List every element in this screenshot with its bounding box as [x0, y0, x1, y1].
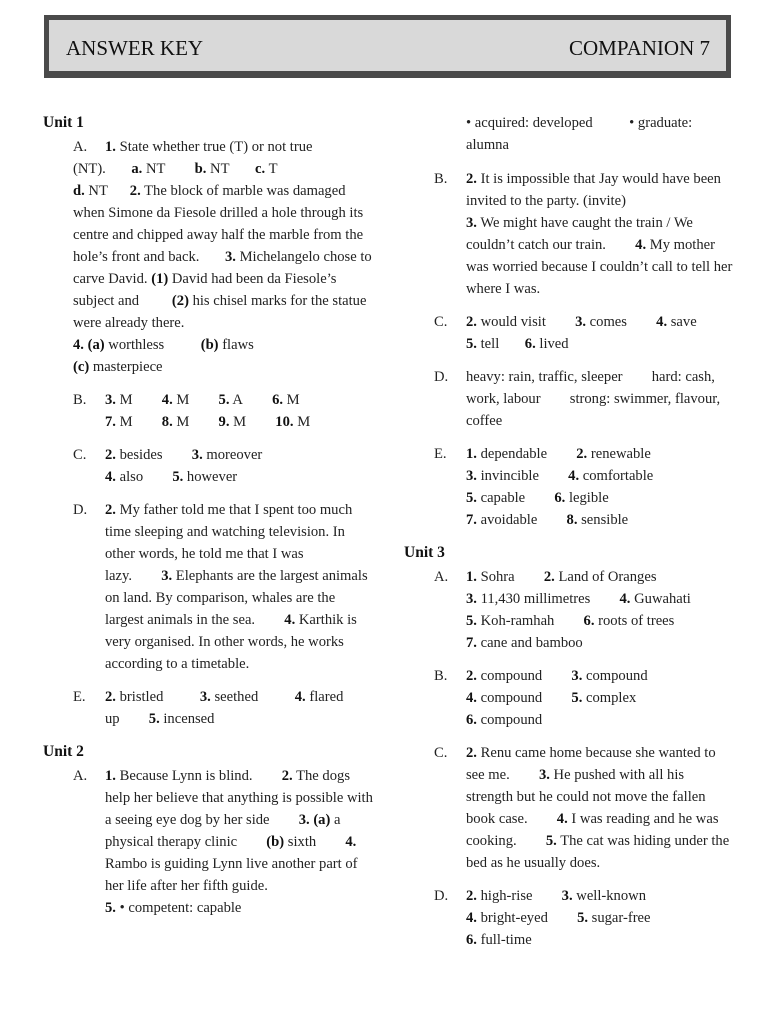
section-body: 2. high-rise 3. well-known 4. bright-eyed 5. sugar-free 6. full-time [466, 888, 651, 948]
unit-2-section-e [404, 443, 734, 531]
section-letter: A. [434, 569, 449, 585]
unit-1-title: Unit 1 [43, 114, 84, 131]
section-body: 1. Because Lynn is blind. 2. The dogs help her believe that anything is possible with a seeing eye dog by her side 3. (a) a physical therapy clinic (b) sixth 4. Rambo is guiding Lynn live another part of her life after her fifth guide. 5. • competent: capable [105, 768, 373, 916]
unit-2-section-d [404, 366, 734, 432]
header-title-left: ANSWER KEY [66, 36, 204, 60]
section-body: heavy: rain, traffic, sleeper hard: cash, work, labour strong: swimmer, flavour, coffee [466, 369, 721, 429]
header-banner [44, 15, 731, 78]
unit-2-section-a-continued [404, 112, 734, 156]
section-letter: B. [73, 392, 87, 408]
header-title-right: COMPANION 7 [568, 36, 710, 60]
unit-1-section-e [43, 686, 373, 730]
unit-3-section-c [404, 742, 734, 874]
unit-1-section-a [43, 136, 373, 378]
section-letter: A. [73, 768, 88, 784]
unit-3-title: Unit 3 [404, 544, 445, 561]
unit-2-title: Unit 2 [43, 743, 84, 760]
section-body: 2. It is impossible that Jay would have been invited to the party. (invite) 3. We might have caught the train / We couldn’t catch our train. 4. My mother was worried because I couldn’t call to tell her where I was. [466, 171, 733, 297]
section-letter: A. [73, 139, 88, 155]
section-letter: C. [434, 745, 448, 761]
left-column [43, 112, 373, 930]
section-body: 1. State whether true (T) or not true (NT). a. NT b. NT c. T d. NT 2. The block of marble was damaged when Simone da Fiesole drilled a hole through its centre and chipped away half the marble from the hole’s front and back. 3. Michelangelo chose to carve David. (1) David had been da Fiesole’s subject and (2) his chisel marks for the statue were already there. 4. (a) worthless (b) flaws (c) masterpiece [73, 139, 372, 375]
section-letter: D. [434, 369, 449, 385]
unit-3-section-d [404, 885, 734, 951]
section-body: 1. Sohra 2. Land of Oranges 3. 11,430 millimetres 4. Guwahati 5. Koh-ramhah 6. roots of trees 7. cane and bamboo [466, 569, 691, 651]
section-letter: C. [73, 447, 87, 463]
section-letter: E. [73, 689, 86, 705]
unit-1-section-d [43, 499, 373, 675]
header-inner-box [48, 19, 727, 72]
unit-3-section-b [404, 665, 734, 731]
section-letter: D. [73, 502, 88, 518]
section-body: 2. My father told me that I spent too much time sleeping and watching television. In other words, he told me that I was lazy. 3. Elephants are the largest animals on land. By comparison, whales are the largest animals in the sea. 4. Karthik is very organised. In other words, he works according to a timetable. [105, 502, 368, 672]
section-letter: E. [434, 446, 447, 462]
section-body: 2. bristled 3. seethed 4. flared up 5. incensed [105, 689, 344, 727]
unit-2-section-b [404, 168, 734, 300]
section-body: 2. Renu came home because she wanted to see me. 3. He pushed with all his strength but he could not move the fallen book case. 4. I was reading and he was cooking. 5. The cat was hiding under the bed as he usually does. [466, 745, 730, 871]
section-letter: B. [434, 171, 448, 187]
unit-1-section-c [43, 444, 373, 488]
unit-1-section-b [43, 389, 373, 433]
section-body: 2. compound 3. compound 4. compound 5. complex 6. compound [466, 668, 648, 728]
section-body: 2. would visit 3. comes 4. save 5. tell 6. lived [466, 314, 697, 352]
section-letter: B. [434, 668, 448, 684]
section-body: 1. dependable 2. renewable 3. invincible 4. comfortable 5. capable 6. legible 7. avoidable 8. sensible [466, 446, 654, 528]
unit-2-section-c [404, 311, 734, 355]
section-letter: C. [434, 314, 448, 330]
section-letter: D. [434, 888, 449, 904]
section-body: • acquired: developed • graduate: alumna [466, 115, 693, 153]
section-body: 2. besides 3. moreover 4. also 5. however [105, 447, 263, 485]
section-body: 3. M 4. M 5. A 6. M 7. M 8. M 9. M 10. M [105, 392, 311, 430]
unit-3-section-a [404, 566, 734, 654]
unit-2-section-a [43, 765, 373, 919]
right-column [404, 112, 734, 962]
